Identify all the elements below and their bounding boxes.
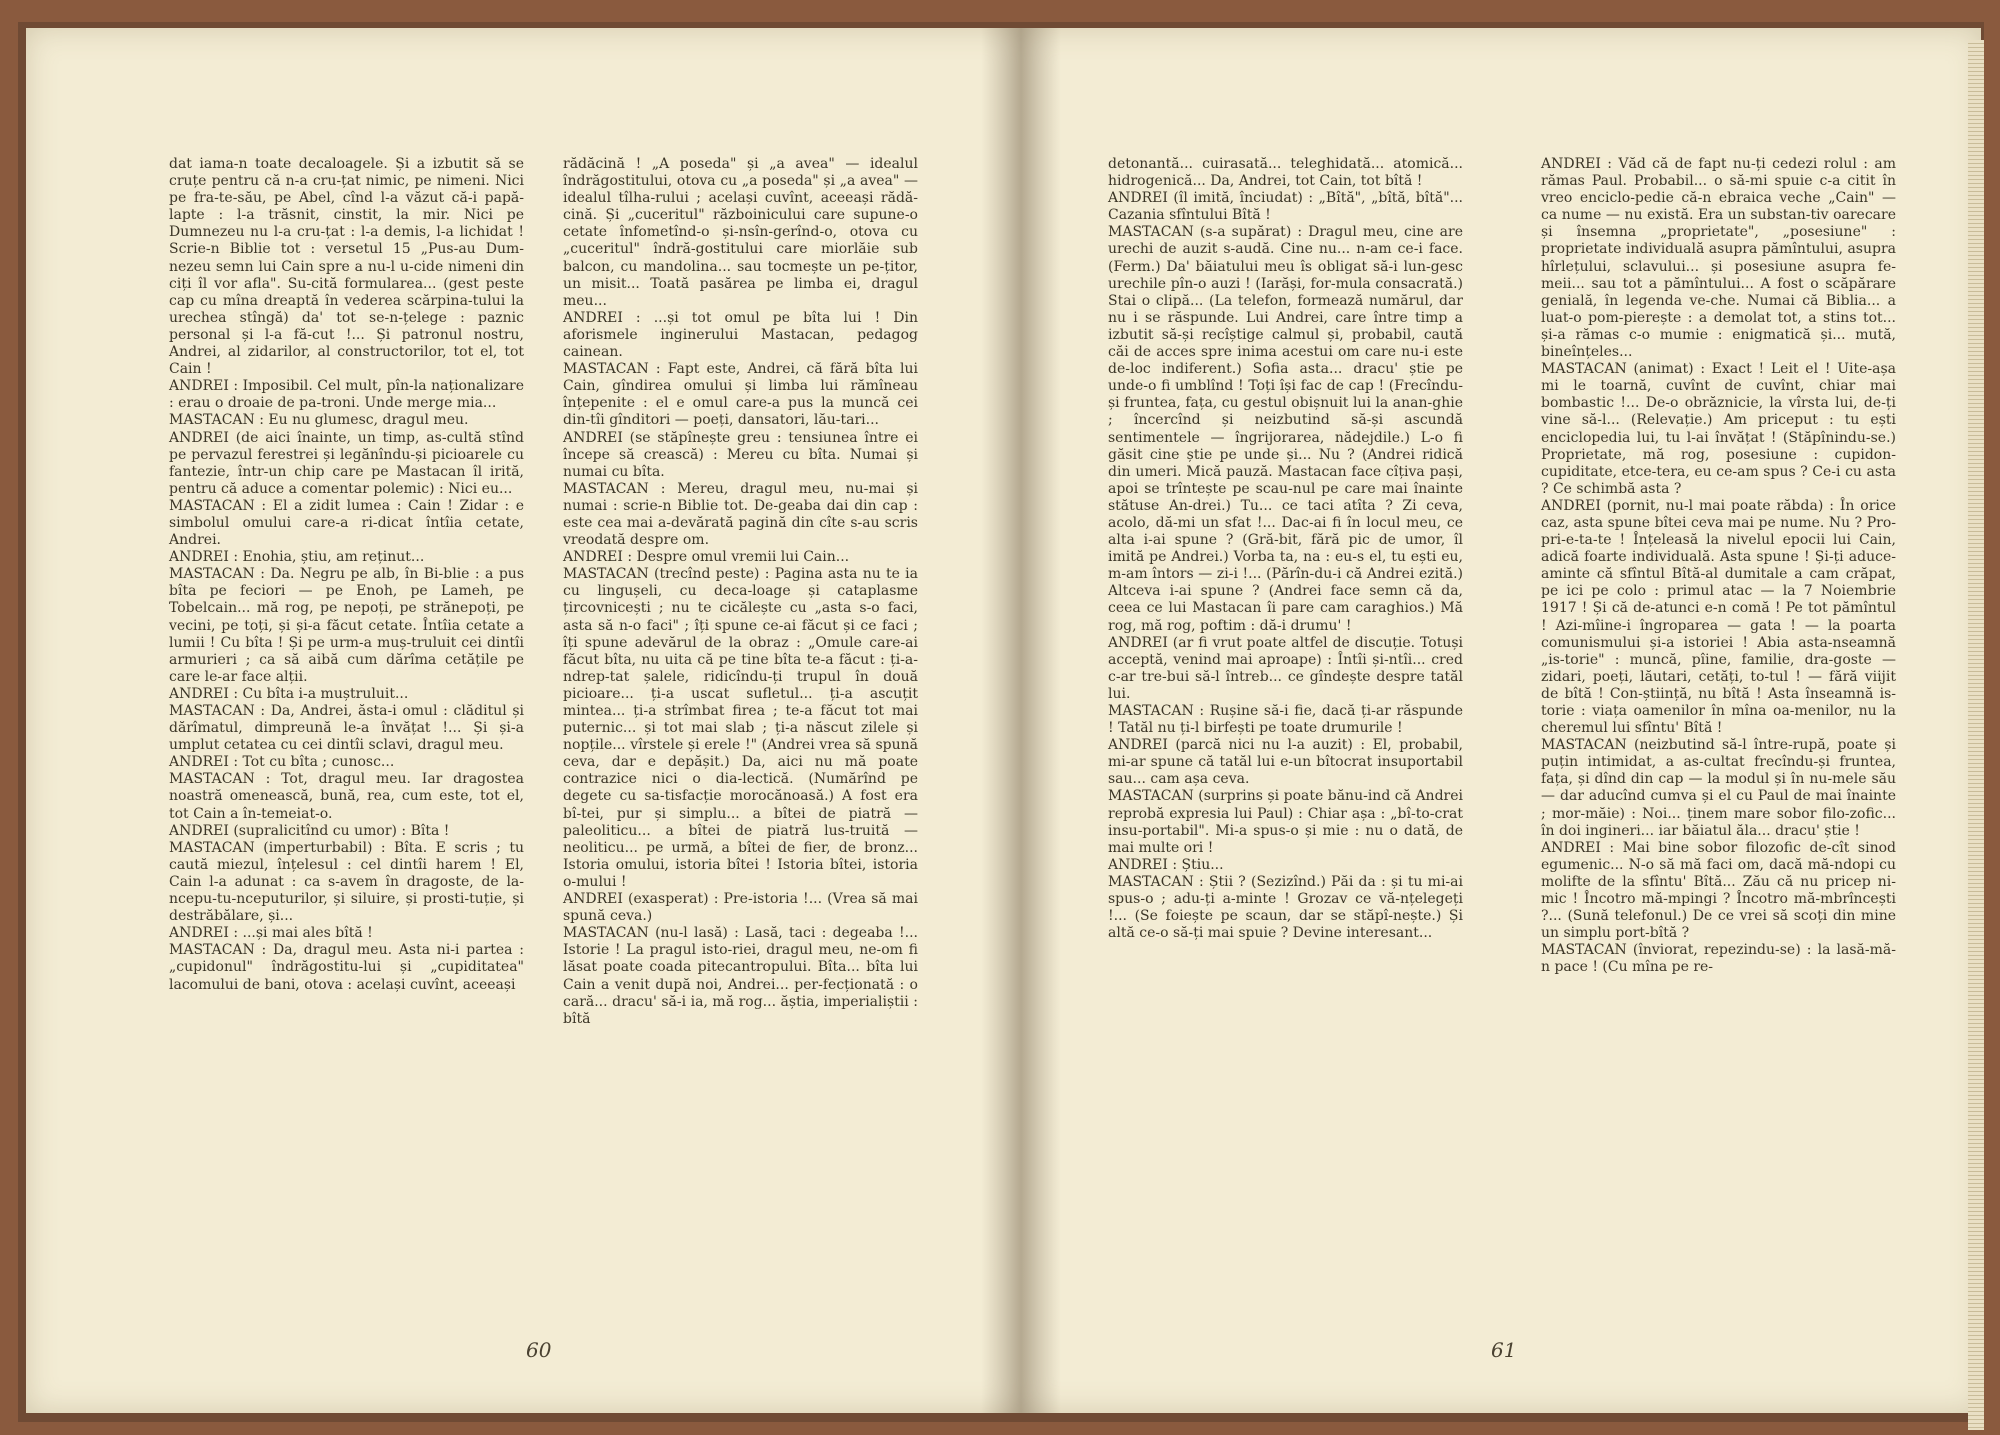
text-paragraph: ANDREI : Enohia, știu, am reținut...: [169, 549, 425, 566]
left-page-column-2: [563, 156, 918, 1028]
text-paragraph: detonantă... cuirasată... teleghidată... atomică... hidrogenică... Da, Andrei, tot Cain, tot bîtă !: [1108, 156, 1463, 190]
gutter-shadow: [981, 28, 1021, 1413]
right-page: [1021, 28, 1981, 1413]
text-paragraph: ANDREI : Tot cu bîta ; cunosc...: [169, 754, 395, 771]
page-number-right: 61: [1491, 1338, 1517, 1362]
text-paragraph: MASTACAN : Rușine să-i fie, dacă ți-ar răspunde ! Tatăl nu ți-l birfești pe toate drumurile !: [1108, 703, 1463, 737]
text-paragraph: ANDREI : Văd că de fapt nu-ți cedezi rolul : am rămas Paul. Probabil... o să-mi spuie c-a citit în vreo enciclo-pedie că-n ebraica veche „Cain" — ca nume — nu există. Era un substan-tiv oarecare și însemna „proprietate", „posesiune" : proprietate individuală asupra pămîntului, asupra hîrlețului, sclavului... și posesiune asupra fe-meii... sau tot a pămîntului... A fost o scăpărare genială, în legenda ve-che. Numai că Biblia... a luat-o pom-pierește : a demolat tot, a stins tot... și-a rămas c-o mumie : enigmatică și... mută, bineînțeles...: [1541, 156, 1896, 361]
text-paragraph: MASTACAN : Știi ? (Sezizînd.) Păi da : și tu mi-ai spus-o ; adu-ți a-minte ! Grozav ce vă-nțelegeți !... (Se foiește pe scaun, dar se stăpî-nește.) Și altă ce-o să-ți mai spuie ? Devine interesant...: [1108, 873, 1463, 942]
text-paragraph: ANDREI : Despre omul vremii lui Cain...: [563, 549, 850, 566]
text-paragraph: ANDREI (de aici înainte, un timp, as-cultă stînd pe pervazul ferestrei și legănîndu-și picioarele cu fantezie, într-un chip care pe Mastacan îl irită, pentru că aduce a comentar polemic) : Nici eu...: [169, 429, 524, 497]
text-paragraph: MASTACAN (nu-l lasă) : Lasă, taci : degeaba !... Istorie ! La pragul isto-riei, dragul meu, ne-om fi lăsat poate coada pitecantropului. Bîta... bîta lui Cain a venit după noi, Andrei... per-fecționată : o cară... dracu' să-i ia, mă rog... ăștia, imperialiștii : bîtă: [563, 925, 918, 1027]
right-page-column-2: [1541, 156, 1896, 977]
page-number-left: 60: [526, 1338, 552, 1362]
text-paragraph: MASTACAN (neizbutind să-l între-rupă, poate și puțin intimidat, a as-cultat frecîndu-și fruntea, fața, și dînd din cap — la modul și în nu-mele său — dar aducînd cumva și el cu Paul de mai înainte ; mor-măie) : Noi... ținem mare sobor filo-zofic... în doi ingineri... iar băiatul ăla... dracu' știe !: [1541, 737, 1896, 839]
text-paragraph: MASTACAN (s-a supărat) : Dragul meu, cine are urechi de auzit s-audă. Cine nu... n-am ce-i face. (Ferm.) Da' băiatului meu îs obligat să-i lun-gesc urechile pîn-o auzi ! (Iarăși, for-mula consacrată.) Stai o clipă... (La telefon, formează numărul, dar nu i se răspunde. Lui Andrei, care între timp a izbutit să-și recîștige calmul și, probabil, caută căi de acces spre inima acestui om care nu-i este de-loc indiferent.) Sofia asta... dracu' știe pe unde-o fi umblînd ! Toți își fac de cap ! (Frecîndu-și fruntea, fața, cu gestul obișnuit lui la anan-ghie ; încercînd și neizbutind să-și ascundă sentimentele — îngrijorarea, nădejdile.) L-o fi găsit cine știe pe unde și... Nu ? (Andrei ridică din umeri. Mică pauză. Mastacan face cîțiva pași, apoi se trîntește pe scau-nul pe care mai înainte stătuse An-drei.) Tu... ce taci atîta ? Zi ceva, acolo, dă-mi un sfat !... Dac-ai fi în locul meu, ce alta i-ai spune ? (Gră-bit, fără pic de umor, îl imită pe Andrei.) Vorba ta, na : eu-s el, tu ești eu, m-am întors — zi-i !... (Părîn-du-i că Andrei ezită.) Altceva i-ai spune ? (Andrei face semn că da, ceea ce lui Mastacan îi pare cam caraghios.) Mă rog, mă rog, poftim : dă-i drumu' !: [1108, 224, 1463, 634]
text-paragraph: MASTACAN : Tot, dragul meu. Iar dragostea noastră omenească, bună, rea, cum este, tot el, tot Cain a în-temeiat-o.: [169, 771, 524, 822]
text-paragraph: MASTACAN (înviorat, repezindu-se) : la lasă-mă-n pace ! (Cu mîna pe re-: [1541, 942, 1896, 976]
text-paragraph: ANDREI (supralicitînd cu umor) : Bîta !: [169, 822, 450, 839]
text-paragraph: ANDREI : ...și tot omul pe bîta lui ! Din aforismele inginerului Mastacan, pedagog cainean.: [563, 309, 918, 361]
text-paragraph: ANDREI (ar fi vrut poate altfel de discuție. Totuși acceptă, venind mai aproape) : Întîi și-ntîi... cred c-ar tre-bui să-l întreb... ce gîndește despre tatăl lui.: [1108, 634, 1463, 702]
text-paragraph: ANDREI : ...și mai ales bîtă !: [169, 925, 373, 942]
gutter-shadow: [1021, 28, 1061, 1413]
open-book: [18, 22, 1984, 1422]
text-paragraph: ANDREI (exasperat) : Pre-istoria !... (Vrea să mai spună ceva.): [563, 891, 918, 925]
text-paragraph: MASTACAN (animat) : Exact ! Leit el ! Uite-așa mi le toarnă, cuvînt de cuvînt, chiar mai bombastic !... De-o obrăznicie, la vîrsta lui, de-ți vine să-l... (Relevație.) Am priceput : tu ești enciclopedia lui, tu l-ai învățat ! (Stăpînindu-se.) Proprietate, mă rog, posesiune : cupidon-cupiditate, etce-tera, eu ce-am spus ? Ce-i cu asta ? Ce schimbă asta ?: [1541, 361, 1896, 497]
text-paragraph: MASTACAN (surprins și poate bănu-ind că Andrei reprobă expresia lui Paul) : Chiar așa : „bî-to-crat insu-portabil". Mi-a spus-o și mie : nu o dată, de mai multe ori !: [1108, 788, 1463, 856]
text-paragraph: ANDREI (pornit, nu-l mai poate răbda) : În orice caz, asta spune bîtei ceva mai pe nume. Nu ? Pro-pri-e-ta-te ! Înțeleasă la nivelul epocii lui Cain, adică foarte individuală. Asta spune ! Și-ți aduce-aminte că sfîntul Bîtă-al dumitale a cam crăpat, pe ici pe colo : primul atac — la 7 Noiembrie 1917 ! Și că de-atunci e-n comă ! Pe tot pămîntul ! Azi-mîine-i îngroparea — gata ! — la poarta comunismului și-a istoriei ! Abia asta-nseamnă „is-torie" : muncă, pîine, familie, dra-goste — zidari, poeți, lăutari, cetăți, to-tul ! — fără viijit de bîtă ! Con-știință, nu bîtă ! Asta înseamnă is-torie : viața oamenilor în mîna oa-menilor, nu la cheremul lui sfîntu' Bîtă !: [1541, 497, 1896, 737]
text-paragraph: MASTACAN : Eu nu glumesc, dragul meu.: [169, 412, 469, 429]
page-edges: [1968, 40, 1984, 1430]
text-paragraph: MASTACAN : Da. Negru pe alb, în Bi-blie : a pus bîta pe feciori — pe Enoh, pe Lameh, pe Tobelcain... mă rog, pe nepoți, pe strănepoți, pe vecini, pe toți, și și-a făcut cetate. Întîia cetate a lumii ! Cu bîta ! Și pe urm-a muș-truluit cei dintîi armurieri ; ca să aibă cum dărîma cetățile pe care le-ar face alții.: [169, 566, 524, 685]
text-paragraph: ANDREI : Mai bine sobor filozofic de-cît sinod egumenic... N-o să mă faci om, dacă mă-ndopi cu molifte de la sfîntu' Bîtă... Zău că nu pricep ni-mic ! Încotro mă-mpingi ? Încotro mă-mbrîncești ?... (Sună telefonul.) De ce vrei să scoți din mine un simplu port-bîtă ?: [1541, 839, 1896, 942]
text-paragraph: MASTACAN : Da, dragul meu. Asta ni-i partea : „cupidonul" îndrăgostitu-lui și „cupiditatea" lacomului de bani, otova : același cuvînt, aceeași: [169, 942, 524, 993]
text-paragraph: rădăcină ! „A poseda" și „a avea" — idealul îndrăgostitului, otova cu „a poseda" și „a avea" — idealul tîlha-rului ; același cuvînt, aceeași rădă-cină. Și „cuceritul" războinicului care supune-o cetate înfometînd-o și-nsîn-gerînd-o, otova cu „cuceritul" îndră-gostitului care miorlăie sub balcon, cu mandolina... sau tocmește un pe-țitor, un misit... Toată pasărea pe limba ei, dragul meu...: [563, 156, 918, 309]
left-page: [26, 28, 1021, 1413]
text-paragraph: MASTACAN (trecînd peste) : Pagina asta nu te ia cu lingușeli, cu deca-loage și cataplasme țircovnicești ; nu te cicălește cu „asta s-o faci, asta să n-o faci" ; îți spune ce-ai făcut și ce faci ; îți spune adevărul de la obraz : „Omule care-ai făcut bîta, nu uita că pe tine bîta te-a făcut : ți-a-ndrep-tat șalele, ridicîndu-ți trupul în două picioare... ți-a uscat sufletul... ți-a ascuțit mintea... ți-a strîmbat firea ; te-a făcut tot mai puternic... și tot mai slab ; ți-a născut zilele și nopțile... vîrstele și erele !" (Andrei vrea să spună ceva, dar e depășit.) Da, aici nu mă poate contrazice nici o dia-lectică. (Numărînd pe degete cu sa-tisfacție morocănoasă.) A fost era bî-tei, pur și simplu... a bîtei de piatră — paleoliticu... a bîtei de piatră lus-truită — neoliticu... pe urmă, a bîtei de fier, de bronz... Istoria omului, istoria bîtei ! Istoria bîtei, istoria o-mului !: [563, 566, 918, 890]
text-paragraph: ANDREI : Imposibil. Cel mult, pîn-la naționalizare : erau o droaie de pa-troni. Unde merge mia...: [169, 378, 524, 412]
right-page-column-1: [1108, 156, 1463, 942]
text-paragraph: MASTACAN (imperturbabil) : Bîta. E scris ; tu caută miezul, înțelesul : cel dintîi harem ! El, Cain l-a adunat : ca s-avem în dragoste, de la-ncepu-tu-nceputurilor, și siluire, și prosti-tuție, și destrăbălare, și...: [169, 839, 524, 925]
text-paragraph: ANDREI (parcă nici nu l-a auzit) : El, probabil, mi-ar spune că tatăl lui e-un bîtocrat insuportabil sau... cam așa ceva.: [1108, 737, 1463, 788]
left-page-column-1: [169, 156, 524, 994]
text-paragraph: ANDREI (îl imită, înciudat) : „Bîtă", „bîtă, bîtă"... Cazania sfîntului Bîtă !: [1108, 190, 1463, 224]
text-paragraph: ANDREI : Știu...: [1108, 856, 1224, 873]
text-paragraph: MASTACAN : Mereu, dragul meu, nu-mai și numai : scrie-n Biblie tot. De-geaba dai din cap : este cea mai a-devărată pagină din cîte s-au scris vreodată despre om.: [563, 480, 918, 549]
text-paragraph: MASTACAN : Da, Andrei, ăsta-i omul : clăditul și dărîmatul, dimpreună le-a învățat !... Și și-a umplut cetatea cu cei dintîi sclavi, dragul meu.: [169, 703, 524, 754]
text-paragraph: ANDREI : Cu bîta i-a muștruluit...: [169, 685, 409, 702]
text-paragraph: MASTACAN : El a zidit lumea : Cain ! Zidar : e simbolul omului care-a ri-dicat întîia cetate, Andrei.: [169, 497, 524, 549]
text-paragraph: dat iama-n toate decaloagele. Și a izbutit să se cruțe pentru că n-a cru-țat nimic, pe nimeni. Nici pe fra-te-său, pe Abel, cînd l-a văzut că-i papă-lapte : l-a trăsnit, cinstit, la mir. Nici pe Dumnezeu nu l-a cru-țat : l-a demis, l-a lichidat ! Scrie-n Biblie tot : versetul 15 „Pus-au Dum-nezeu semn lui Cain spre a nu-l u-cide nimeni din ciți îl vor afla". Su-cită formularea... (gest peste cap cu mîna dreaptă în vederea scărpina-tului la urechea stîngă) da' tot se-n-țelege : paznic personal și l-a fă-cut !... Și patronul nostru, Andrei, al zidarilor, al constructorilor, tot el, tot Cain !: [169, 156, 524, 378]
text-paragraph: MASTACAN : Fapt este, Andrei, că fără bîta lui Cain, gîndirea omului și limba lui rămîneau înțepenite : el e omul care-a pus la muncă cei din-tîi gînditori — poeți, dansatori, lău-tari...: [563, 361, 918, 429]
text-paragraph: ANDREI (se stăpînește greu : tensiunea între ei începe să crească) : Mereu cu bîta. Numai și numai cu bîta.: [563, 429, 918, 480]
